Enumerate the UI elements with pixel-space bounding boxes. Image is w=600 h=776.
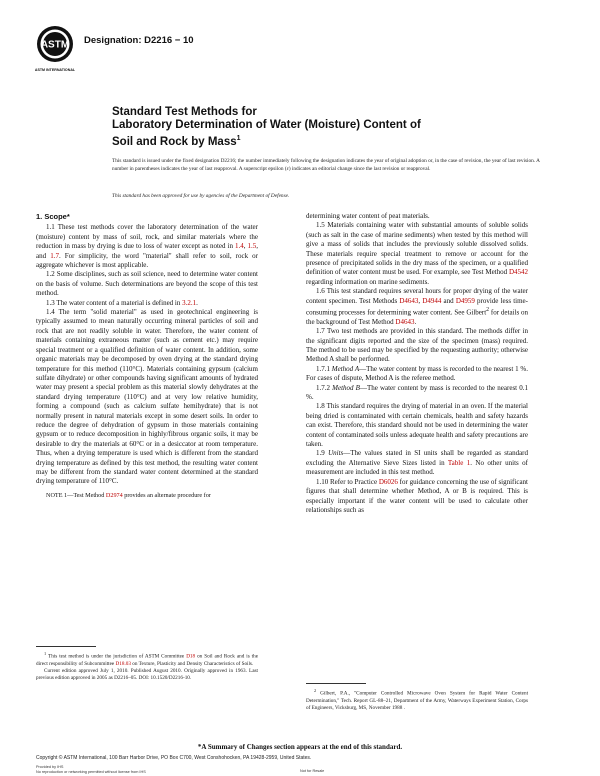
title-line-1: Standard Test Methods for xyxy=(112,106,257,118)
para-1-7: 1.7 Two test methods are provided in this standard. The methods differ in the significant digits reported and the size of the specimen (mass) required. The method to be used may be specified by the requesting authority; otherwise Method A shall be performed. xyxy=(306,327,528,364)
designation: Designation: D2216 − 10 xyxy=(84,35,194,46)
para-1-7-1: 1.7.1 Method A—The water content by mass is recorded to the nearest 1 %. For cases of dispute, Method A is the referee method. xyxy=(306,364,528,383)
ref-link[interactable]: D4643 xyxy=(399,296,419,305)
para-1-2: 1.2 Some disciplines, such as soil science, need to determine water content on the basis of volume. Such determinations are beyond the scope of this test method. xyxy=(36,270,258,298)
para-1-6: 1.6 This test standard requires several hours for proper drying of the water content specimen. Test Methods D4643, D4944 and D4959 provide less time-consuming processes for determining water content. See Gilbert$^2$ for details on the background of Test Method D4643. xyxy=(306,287,528,326)
para-1-7-2: 1.7.2 Method B—The water content by mass is recorded to the nearest 0.1 %. xyxy=(306,383,528,402)
footnote-rule xyxy=(306,683,366,684)
footnote-2: $^2$ Gilbert, P.A., "Computer Controlled Microwave Oven System for Rapid Water Content Determination," Tech. Report GL-88–21, Department of the Army, Waterways Experiment Station, Corps of Engineers, Vicksburg, MS, November 1988 . xyxy=(306,688,529,711)
ref-link[interactable]: 1.5 xyxy=(247,242,257,251)
logo-text: ASTM INTERNATIONAL xyxy=(34,68,76,72)
ref-link[interactable]: D2974 xyxy=(105,491,123,499)
ref-link[interactable]: Table 1 xyxy=(447,458,471,467)
para-1-1: 1.1 These test methods cover the laboratory determination of the water (moisture) content by mass of soil, rock, and similar materials where the reduction in mass by drying is due to loss of water except as noted in 1.4, 1.5, and 1.7. For simplicity, the word "material" shall refer to soil, rock or aggregate whichever is most applicable. xyxy=(36,223,259,270)
summary-of-changes-note: *A Summary of Changes section appears at the end of this standard. xyxy=(197,743,403,751)
astm-logo-icon xyxy=(33,20,77,78)
footnote-1: $^1$ This test method is under the jurisdiction of ASTM Committee D18 on Soil and Rock and is the direct responsibility of Subcommittee D18.03 on Texture, Plasticity and Density Characteristics of Soils. Current edition approved July 1, 2010. Published August 2010. Originally approved in 1963. Last previous edition approved in 2005 as D2216–05. DOI: 10.1520/D2216-10. xyxy=(36,651,259,681)
ref-link[interactable]: D4944 xyxy=(422,296,442,305)
svg-text:ASTM: ASTM xyxy=(40,39,70,51)
para-1-9: 1.9 Units—The values stated in SI units shall be regarded as standard excluding the Alternative Sieve Sizes listed in Table 1. No other units of measurement are included in this test method. xyxy=(306,449,529,477)
provided-by: Provided by IHS No reproduction or networking permitted without license from IHS xyxy=(36,765,146,774)
ref-link[interactable]: D4959 xyxy=(455,296,475,305)
footnote-rule xyxy=(36,646,96,647)
ref-link[interactable]: 3.2.1 xyxy=(182,298,197,307)
not-for-resale: Not for Resale xyxy=(300,769,325,773)
ref-link[interactable]: D6026 xyxy=(378,477,398,486)
dod-approval-note: This standard has been approved for use by agencies of the Department of Defense. xyxy=(112,193,290,199)
ref-link[interactable]: 1.7 xyxy=(50,251,59,260)
right-column xyxy=(306,212,528,515)
para-1-5: 1.5 Materials containing water with substantial amounts of soluble solids (such as salt in the case of marine sediments) when tested by this method will give a mass of solids that includes the previously soluble dissolved solids. These materials require special treatment to remove or account for the presence of precipitated solids in the dry mass of the specimen, or a qualified definition of water content must be used. For example, see Test Method D4542 regarding information on marine sediments. xyxy=(306,221,528,286)
para-1-8: 1.8 This standard requires the drying of material in an oven. If the material being dried is contaminated with certain chemicals, health and safety hazards can exist. Therefore, this standard should not be used in determining the water content of contaminated soils unless adequate health and safety precautions are taken. xyxy=(306,402,528,449)
note-1: NOTE 1—Test Method D2974 provides an alternate procedure for xyxy=(46,491,211,499)
ref-link[interactable]: D4542 xyxy=(508,268,528,277)
page-title xyxy=(112,106,532,149)
para-continued: determining water content of peat materials. xyxy=(306,212,430,220)
issuance-notice: This standard is issued under the fixed designation D2216; the number immediately following the designation indicates the year of original adoption or, in the case of revision, the year of last revision. A number in parentheses indicates the year of last reapproval. A superscript epsilon (ε) indicates an editorial change since the last revision or reapproval. xyxy=(112,158,540,172)
title-line-3: Soil and Rock by Mass$^1$ xyxy=(112,135,241,148)
ref-link[interactable]: 1.4 xyxy=(234,242,244,251)
ref-link[interactable]: D4643 xyxy=(395,317,415,326)
scope-heading: 1. Scope* xyxy=(36,212,70,221)
ref-link[interactable]: D18.03 xyxy=(115,660,131,667)
para-1-10: 1.10 Refer to Practice D6026 for guidance concerning the use of significant figures that shall determine whether Method, A or B is required. This is especially important if the water content will be used to calculate other relationships such as xyxy=(306,477,528,514)
para-1-4: 1.4 The term "solid material" as used in geotechnical engineering is typically assumed to mean naturally occurring mineral particles of soil and rock that are not readily soluble in water. Therefore, the water content of materials containing extraneous matter (such as cement etc.) may require special treatment or a qualified definition of water content. In addition, some organic materials may be decomposed by oven drying at the standard drying temperature for this method (110°C). Materials containing gypsum (calcium sulfate dihydrate) or other compounds having significant amounts of hydrated water may present a special problem as this material slowly dehydrates at the standard drying temperature (110°C) and at very low relative humidity, forming a compound (such as calcium sulfate hemihydrate) that is not normally present in natural materials except in some desert soils. In order to reduce the degree of dehydration of gypsum in those materials containing gypsum or to reduce decomposition in highly/fibrous organic soils, it may be desirable to dry the materials at 60°C or in a desiccator at room temperature. Thus, when a drying temperature is used which is different from the standard drying temperature as defined by this test method, the resulting water content may be different from the standard water content determined at the standard drying temperature of 110°C. xyxy=(36,308,258,486)
ref-link[interactable]: D18 xyxy=(186,653,196,660)
title-line-2: Laboratory Determination of Water (Moisture) Content of xyxy=(112,119,421,131)
para-1-3: 1.3 The water content of a material is defined in 3.2.1. xyxy=(46,298,198,307)
left-column xyxy=(36,212,258,500)
copyright-line: Copyright © ASTM International, 100 Barr Harbor Drive, PO Box C700, West Conshohocken, PA 19428-2959, United States. xyxy=(36,755,312,761)
